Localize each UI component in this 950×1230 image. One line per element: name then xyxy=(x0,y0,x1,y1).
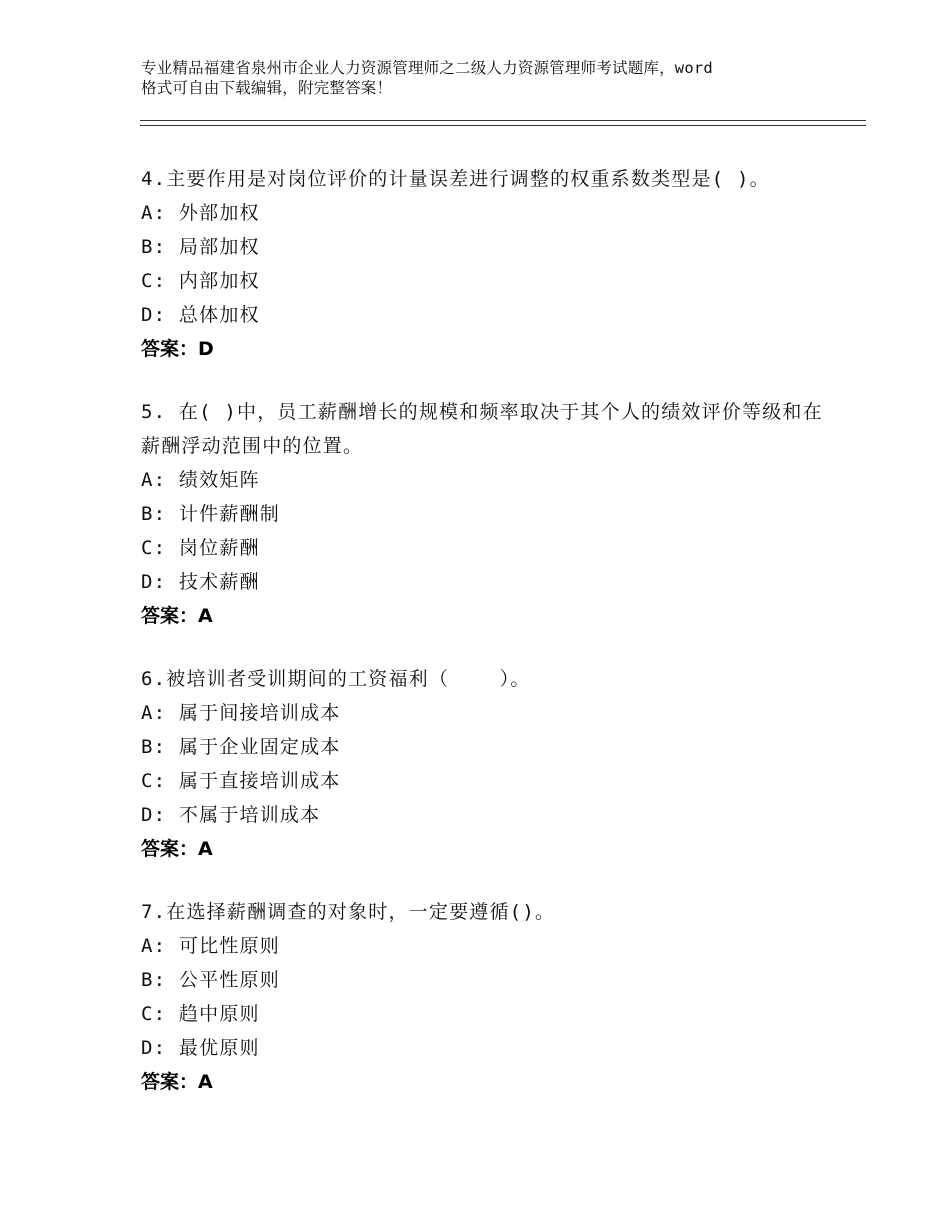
header-line-2: 格式可自由下载编辑，附完整答案！ xyxy=(141,79,393,97)
option-c: C: 趋中原则 xyxy=(141,1003,260,1025)
option-c: C: 岗位薪酬 xyxy=(141,537,260,559)
question-list xyxy=(141,162,831,1128)
question-4 xyxy=(141,162,831,366)
option-b: B: 公平性原则 xyxy=(141,969,280,991)
question-7 xyxy=(141,895,831,1099)
option-d: D: 技术薪酬 xyxy=(141,571,260,593)
option-b: B: 计件薪酬制 xyxy=(141,503,280,525)
option-d: D: 总体加权 xyxy=(141,304,260,326)
option-a: A: 属于间接培训成本 xyxy=(141,702,341,724)
header-line-1: 专业精品福建省泉州市企业人力资源管理师之二级人力资源管理师考试题库，word xyxy=(141,59,713,77)
option-b: B: 局部加权 xyxy=(141,236,260,258)
option-d: D: 不属于培训成本 xyxy=(141,804,321,826)
answer-label: 答案：A xyxy=(141,1071,213,1093)
option-d: D: 最优原则 xyxy=(141,1037,260,1059)
answer-label: 答案：A xyxy=(141,838,213,860)
question-5 xyxy=(141,395,831,633)
answer-label: 答案：D xyxy=(141,338,214,360)
answer-label: 答案：A xyxy=(141,605,213,627)
question-text: 7.在选择薪酬调查的对象时，一定要遵循()。 xyxy=(141,901,556,923)
option-c: C: 属于直接培训成本 xyxy=(141,770,341,792)
option-a: A: 外部加权 xyxy=(141,202,260,224)
question-text: 5. 在( )中，员工薪酬增长的规模和频率取决于其个人的绩效评价等级和在薪酬浮动范围中的位置。 xyxy=(141,401,823,457)
document-header xyxy=(141,58,841,98)
option-a: A: 绩效矩阵 xyxy=(141,469,260,491)
question-text: 6.被培训者受训期间的工资福利（ ）。 xyxy=(141,668,531,690)
header-divider xyxy=(140,120,866,126)
option-a: A: 可比性原则 xyxy=(141,935,280,957)
option-b: B: 属于企业固定成本 xyxy=(141,736,341,758)
option-c: C: 内部加权 xyxy=(141,270,260,292)
question-6 xyxy=(141,662,831,866)
question-text: 4.主要作用是对岗位评价的计量误差进行调整的权重系数类型是( )。 xyxy=(141,168,770,190)
